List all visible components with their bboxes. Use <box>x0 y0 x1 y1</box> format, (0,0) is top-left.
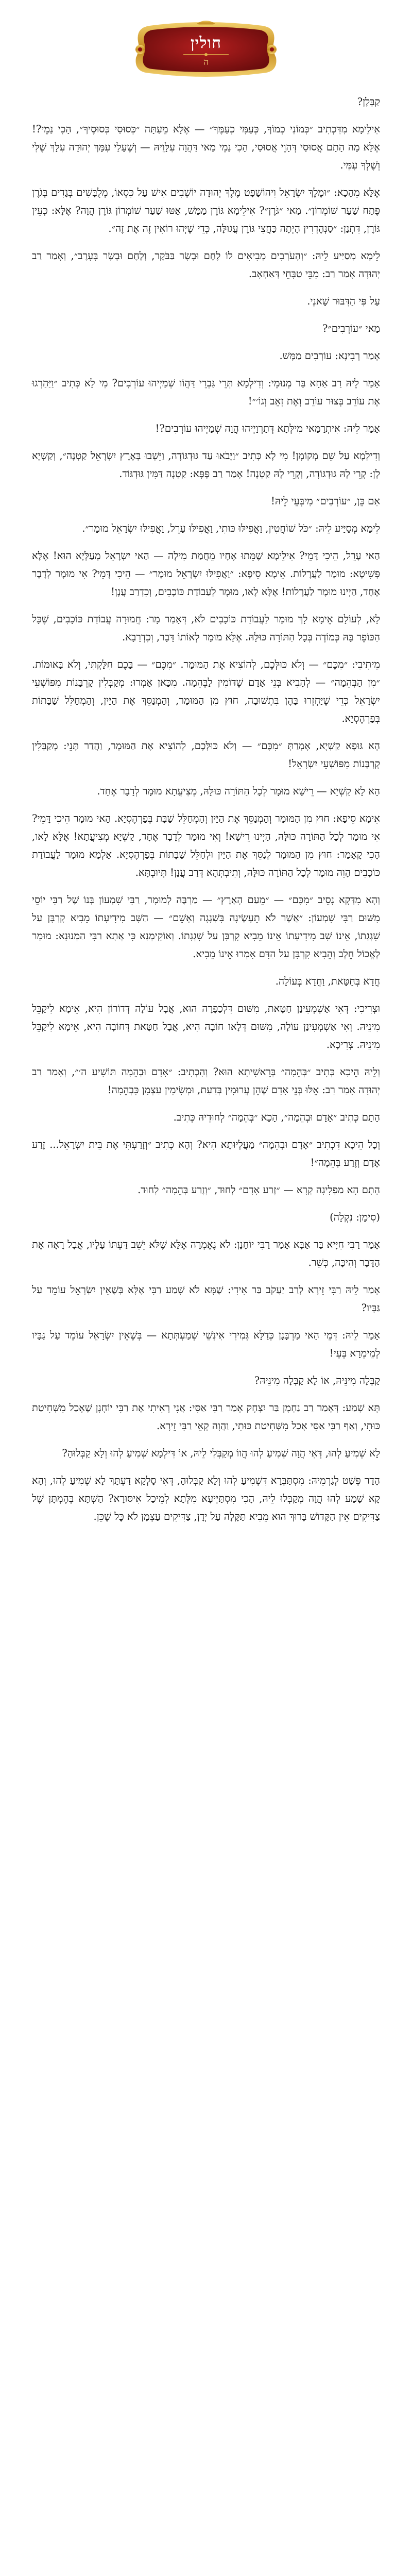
paragraph: (סִימָן: נִקְלָה) <box>330 1211 380 1223</box>
paragraph: אִילֵימָא מִדִּכְתִיב ״כְּמוֹנִי כְמוֹךָ, כְּעַמִּי כְעַמֶּךָ״ — אֶלָּא מֵעַתָּה ״כְּסוּסַי כְּסוּסֶיךָ״, הָכִי נַמֵי?! אֶלָּא מָה הָתָם אֲסוּסַי דְּהָוֵי אֲסוּסַי, הָכִי נַמֵי מַאי דַּהֲוָה עִלָּוֵיהּ — וְשֶׁעָלַי עִמָּךְ יְהוּדָה עִלָּךְ שֶׁלִּי וְשֶׁלְּךָ עִמִּי. <box>32 123 380 171</box>
paragraph: קַבְּלָה מִינֵּיהּ, אוֹ לָא קַבְּלָה מִינֵּיהּ? <box>254 1375 380 1386</box>
paragraph: לֵימָא מְסַיַּיע לֵיהּ: ״כֹּל שׁוֹחֲטִין, וַאֲפִילּוּ כּוּתִי, וַאֲפִילּוּ עָרֵל, וַאֲפִילּוּ יִשְׂרָאֵל מוּמָר״. <box>82 522 380 534</box>
paragraph: תָּא שְׁמַע: דְּאָמַר רַב נַחְמָן בַּר יִצְחָק אָמַר רַבִּי אַסִּי: אֲנִי רָאִיתִי אֶת רַבִּי יוֹחָנָן שֶׁאָכַל מִשְּׁחִיטַת כּוּתִי, וְאַף רַבִּי אַסִּי אָכַל מִשְּׁחִיטַת כּוּתִי, וַהֲוָה קָאֵי רַבִּי זֵירָא. <box>32 1402 380 1432</box>
tractate-title: חולין <box>191 34 221 52</box>
paragraph: וְכָל הֵיכָא דִּכְתִיב ״אָדָם וּבְהֵמָה״ מַעֲלְיוּתָא הִיא? וְהָא כְּתִיב ״וְזָרַעְתִּי אֶת בֵּית יִשְׂרָאֵל... זֶרַע אָדָם וְזֶרַע בְּהֵמָה״! <box>32 1139 380 1168</box>
paragraph: לָא שְׁמִיעַ לְהוּ, דְּאִי הֲוָה שְׁמִיעַ לְהוּ הֲווֹ מְקַבְּלִי לֵיהּ, אוֹ דִּילְמָא שְׁמִיעַ לְהוּ וְלָא קַבְּלוּהָ? <box>62 1447 380 1459</box>
paragraph: מַאי ״עוֹרְבִים״? <box>322 323 380 334</box>
paragraph: אָמַר לֵיהּ רַב אַחָא בַּר מְנוּמֵי: וְדִילְמָא תְּרֵי גַּבְרֵי דַּהֲוֹו שְׁמַיְיהוּ עוֹרְבִים? מִי לָא כְּתִיב ״וַיַּהַרְגוּ אֶת עוֹרֵב בְּצוּר עוֹרֵב וְאֶת זְאֵב וְגוֹ׳״! <box>32 377 380 407</box>
paragraph: חֲדָא בְּחַטָּאת, וַחֲדָא בְּעוֹלָה. <box>275 975 380 987</box>
paragraph: אִם כֵּן, ״עוֹרְבִים״ מִיבְּעֵי לֵיהּ! <box>271 495 380 507</box>
paragraph: לָא, לְעוֹלָם אֵימָא לָךְ מוּמָר לַעֲבוֹדַת כּוֹכָבִים לֹא, דְּאָמַר מָר: חֲמוּרָה עֲבוֹדַת כּוֹכָבִים, שֶׁכָּל הַכּוֹפֵר בָּהּ כְּמוֹדֶה בְּכָל הַתּוֹרָה כּוּלָּהּ. אֶלָּא מוּמָר לְאוֹתוֹ דָּבָר, וְכִדְרָבָא. <box>32 613 380 643</box>
paragraph: אָמַר לֵיהּ: אִיתְרַמַּאי מִילְּתָא דְּתַרְוַיְיהוּ הֲוָה שְׁמַיְיהוּ עוֹרְבִים?! <box>155 422 380 434</box>
paragraph: הָתָם הָא מַפְלִיגָה קְרָא — ״זֶרַע אָדָם״ לְחוּד, ״וְזֶרַע בְּהֵמָה״ לְחוּד. <box>138 1184 380 1196</box>
paragraph: הַאי עָרֵל, הֵיכִי דָּמֵי? אִילֵימָא שֶׁמֵּתוּ אֶחָיו מֵחֲמַת מִילָה — הַאי יִשְׂרָאֵל מְעַלְּיָא הוּא! אֶלָּא פְּשִׁיטָא: מוּמָר לַעֲרָלוֹת. אֵימָא סֵיפָא: ״וַאֲפִילּוּ יִשְׂרָאֵל מוּמָר״ — הֵיכִי דָּמֵי? אִי מוּמָר לְדָבָר אֶחָד, הַיְינוּ מוּמָר לַעֲרָלוֹת! אֶלָּא לָאו, מוּמָר לְעַבוֹדַת כּוֹכָבִים, וְכִדְרַב עֲנָן! <box>32 550 380 598</box>
header-banner <box>32 0 380 88</box>
paragraph: אָמַר רַבִּי חִיָּיא בַּר אַבָּא אָמַר רַבִּי יוֹחָנָן: לֹא נֶאֶמְרָה אֶלָּא שֶׁלֹּא יֵשֵׁב דַּעְתּוֹ עָלָיו, אֲבָל רָאָה אֶת הַדָּבָר וְהִיכָּה, כְּשֵׁר. <box>32 1239 380 1268</box>
paragraph: הָא גּוּפָא קַשְׁיָא, אָמְרַתְּ ״מִכֶּם״ — וְלֹא כּוּלְּכֶם, לְהוֹצִיא אֶת הַמּוּמָר, וַהֲדַר תָּנֵי: מְקַבְּלִין קָרְבָּנוֹת מִפּוֹשְׁעֵי יִשְׂרָאֵל! <box>32 740 380 770</box>
paragraph: וְהָא מִדְּקָא נָסֵיב ״מִכֶּם״ — ״מֵעַם הָאָרֶץ״ — מַרְבֶּה לְמוּמָר, רַבִּי שִׁמְעוֹן בְּנוֹ שֶׁל רַבִּי יוֹסֵי מִשּׁוּם רַבִּי שִׁמְעוֹן: ״אֲשֶׁר לֹא תֵעָשֶׂינָה בִּשְׁגָגָה וְאָשֵׁם״ — הַשָּׁב מִידִיעָתוֹ מֵבִיא קָרְבָּן עַל שִׁגְגָתוֹ, אֵינוֹ שָׁב מִידִיעָתוֹ אֵינוֹ מֵבִיא קָרְבָּן עַל שִׁגְגָתוֹ. וְאוֹקִימְנָא כִּי אֲתָא רַבִּי הַמְנוּנָא: מוּמָר לֶאֱכוֹל חֵלֶב וְהֵבִיא קָרְבָּן עַל הַדָּם אָמְרוּ אֵינוֹ מֵבִיא. <box>32 894 380 960</box>
page-number: ה <box>203 57 209 67</box>
paragraph: הָדַר פְּשַׁט לְגַרְמֵיהּ: מִסְתַּבְּרָא דִּשְׁמִיעַ לְהוּ וְלָא קַבְּלוּהָ, דְּאִי סָלְקָא דַּעְתָּךְ לָא שְׁמִיעַ לְהוּ, וְהָא קָא שָׁמַע לְהוּ הֲוָה מְקַבְּלוּ לֵיהּ, הָכִי מִסְתַּיְּיעָא מִלְּתָא לְמֵיכַל אִיסּוּרָא? הַשְׁתָּא בְּהֶמְתָּן שֶׁל צַדִּיקִים אֵין הַקָּדוֹשׁ בָּרוּךְ הוּא מֵבִיא תַּקָּלָה עַל יְדָן, צַדִּיקִים עַצְמָן לֹא כׇּל שֶׁכֵּן. <box>32 1475 380 1522</box>
paragraph: קַבְּלָן? <box>357 96 380 108</box>
paragraph: לֵימָא מְסַיַּיע לֵיהּ: ״וְהָעֹרְבִים מְבִיאִים לוֹ לֶחֶם וּבָשָׂר בַּבֹּקֶר, וְלֶחֶם וּבָשָׂר בָּעָרֶב״, וְאָמַר רַב יְהוּדָה אָמַר רַב: מִבֵּי טַבָּחֵי דְּאַחְאָב. <box>32 250 380 280</box>
paragraph: אָמַר לֵיהּ רַבִּי זֵירָא לְרַב יַעֲקֹב בַּר אִידִי: שֶׁמָּא לֹא שָׁמַע רַבִּי אֶלָּא בְּשֶׁאֵין יִשְׂרָאֵל עוֹמֵד עַל גַּבָּיו? <box>32 1284 380 1314</box>
paragraph: אָמַר רָבִינָא: עוֹרְבִים מַמָּשׁ. <box>279 350 380 362</box>
paragraph: הָתָם כְּתִיב ״אָדָם וּבְהֵמָה״, הָכָא ״בְּהֵמָה״ לְחוּדֵיהּ כְּתִיב. <box>173 1111 380 1123</box>
paragraph: וְלֵיהּ הֵיכָא כְּתִיב ״בְּהֵמָה״ בְּרֵאשִׁיתָא הוּא? וְהָכְתִיב: ״אָדָם וּבְהֵמָה תּוֹשִׁיעַ ה׳״, וְאָמַר רַב יְהוּדָה אָמַר רַב: אֵלּוּ בְּנֵי אָדָם שֶׁהֵן עֲרוּמִין בְּדַעַת, וּמְשִׂימִין עַצְמָן כִּבְהֵמָה! <box>32 1066 380 1096</box>
paragraph: אֵימָא סֵיפָא: חוּץ מִן הַמּוּמָר וְהַמְנַסֵּךְ אֶת הַיַּיִן וְהַמְחַלֵּל שַׁבָּת בְּפַרְהֶסְיָא. הַאי מוּמָר הֵיכִי דָּמֵי? אִי מוּמָר לְכָל הַתּוֹרָה כּוּלָּהּ, הַיְינוּ רֵישָׁא! וְאִי מוּמָר לְדָבָר אֶחָד, קַשְׁיָא מְצִיעֲתָא! אֶלָּא לָאו, הָכִי קָאָמַר: חוּץ מִן הַמּוּמָר לְנַסֵּךְ אֶת הַיַּיִן וּלְחַלֵּל שַׁבָּתוֹת בְּפַרְהֶסְיָא. אַלְמָא מוּמָר לַעֲבוֹדַת כּוֹכָבִים הָוֵה מוּמָר לְכָל הַתּוֹרָה כּוּלָּהּ, וְתִיבְתְּהָא דְּרַב עֲנָן! תְּיוּבְתָּא. <box>32 812 380 878</box>
paragraph: וּצְרִיכִי: דְּאִי אַשְׁמְעִינַן חַטָּאת, מִשּׁוּם דִּלְכַפָּרָה הוּא, אֲבָל עוֹלָה דְּדוֹרוֹן הִיא, אֵימָא לִיקַבֵּל מִינֵּיהּ. וְאִי אַשְׁמְעִינַן עוֹלָה, מִשּׁוּם דְּלָאו חוֹבָה הִיא, אֲבָל חַטָּאת דְּחוֹבָה הִיא, אֵימָא לִיקַבֵּל מִינֵּיהּ. צְרִיכָא. <box>32 1003 380 1050</box>
gemara-text <box>32 88 380 1526</box>
paragraph: אֶלָּא מֵהָכָא: ״וּמֶלֶךְ יִשְׂרָאֵל וִיהוֹשָׁפָט מֶלֶךְ יְהוּדָה יוֹשְׁבִים אִישׁ עַל כִּסְאוֹ, מְלֻבָּשִׁים בְּגָדִים בְּגֹרֶן פֶּתַח שַׁעַר שׁוֹמְרוֹן״. מַאי ״גֹּרֶן״? אִילֵימָא גּוֹרֶן מַמָּשׁ, אַטּוּ שַׁעַר שׁוֹמְרוֹן גּוֹרֶן הֲוָה? אֶלָּא: כְּעֵין גּוֹרֶן, דִּתְנַן: ״סַנְהֶדְרִין הָיְתָה כַּחֲצִי גּוֹרֶן עֲגוּלָּה, כְּדֵי שֶׁיְּהוּ רוֹאִין זֶה אֶת זֶה״. <box>32 187 380 234</box>
tractate-banner <box>134 21 278 78</box>
paragraph: הָא לָא קַשְׁיָא — רֵישָׁא מוּמָר לְכָל הַתּוֹרָה כּוּלָּהּ, מְצִיעֲתָא מוּמָר לְדָבָר אֶחָד. <box>97 785 380 797</box>
paragraph: וְדִילְמָא עַל שֵׁם מְקוֹמָן! מִי לָא כְּתִיב ״וַיָּבֹאוּ עַד גּוּדְגּוֹדָה, וַיֵּשְׁבוּ בְּאֶרֶץ יִשְׂרָאֵל קַטְנָה״, וְקַשְׁיָא לָן: קָרֵי לָהּ גּוּדְגּוֹדָה, וְקָרֵי לָהּ קַטְנָה! אָמַר רַב פָּפָּא: קַטְנָה דַּמִּין גּוּדְגּוֹד. <box>32 450 380 480</box>
paragraph: עַל פִּי הַדִּבּוּר שָׁאנֵי. <box>307 295 380 307</box>
paragraph: אָמַר לֵיהּ: דְּמֵי הַאי מַרְבָּנָן כְּדַלָּא גְּמִירִי אִינְשֵׁי שְׁמַעְתְּתָא — בְּשֶׁאֵין יִשְׂרָאֵל עוֹמֵד עַל גַּבָּיו לְמֵימְרָא בְּעֵי! <box>32 1329 380 1359</box>
paragraph: מֵיתִיבִי: ״מִכֶּם״ — וְלֹא כּוּלְּכֶם, לְהוֹצִיא אֶת הַמּוּמָר. ״מִכֶּם״ — בָּכֶם חִלַּקְתִּי, וְלֹא בָּאוּמּוֹת. ״מִן הַבְּהֵמָה״ — לְהָבִיא בְּנֵי אָדָם שֶׁדּוֹמִין לַבְּהֵמָה. מִכָּאן אָמְרוּ: מְקַבְּלִין קָרְבָּנוֹת מִפּוֹשְׁעֵי יִשְׂרָאֵל כְּדֵי שֶׁיַּחְזְרוּ בָּהֶן בִּתְשׁוּבָה, חוּץ מִן הַמּוּמָר, וְהַמְנַסֵּךְ אֶת הַיַּיִן, וְהַמְחַלֵּל שַׁבָּתוֹת בְּפַרְהֶסְיָא. <box>32 658 380 724</box>
